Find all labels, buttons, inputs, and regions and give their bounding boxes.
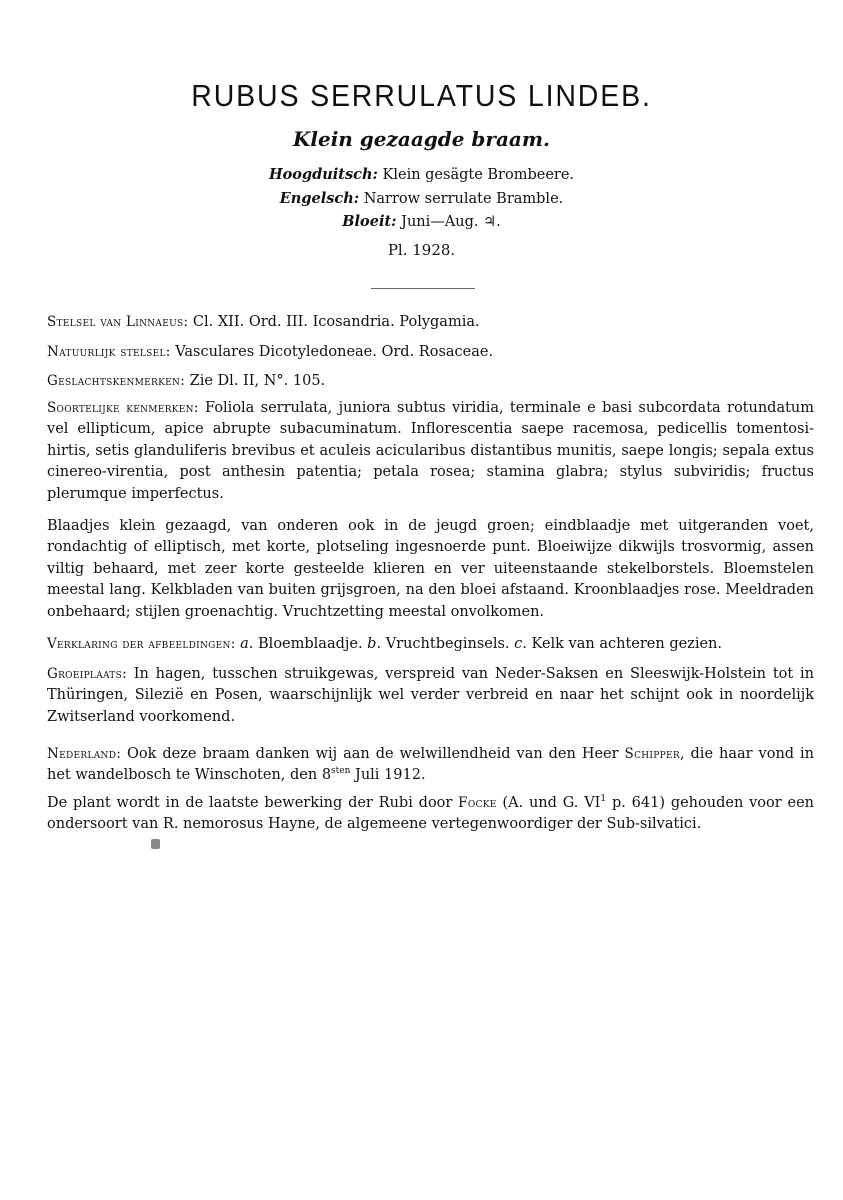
genus-text: Zie Dl. II, N°. 105. [189,373,326,389]
ink-spot [151,839,160,849]
dutch-name: Klein gezaagde braam. [292,127,550,151]
flowering-period: Juni—Aug. ♃. [401,214,501,230]
habitat [47,664,814,728]
german-label: Hoogduitsch: [268,166,378,183]
species-text: Foliola serrulata, juniora subtus viridia, terminale e basi subcordata rotundatum vel ellipticum, apice abrupte subacuminatum. Inflorescentia saepe racemosa, pedicellis tomentosi-hirtis, setis glanduliferis brevibus et aculeis acicularibus distantibus munitis, saepe longis; sepala extus cinereo-virentia, post anthesin patentia; petala rosea; stamina glabra; stylus subviridis; fructus plerumque imperfectus. [47,400,815,502]
habitat-text: In hagen, tusschen struikgewas, verspreid van Neder-Saksen en Sleeswijk-Holstein tot in Thüringen, Silezië en Posen, waarschijnlijk wel verder verbreid en naar het schijnt ook in noordelijk Zwitserland voorkomend. [47,666,814,725]
figures-label: Verklaring der afbeeldingen: [47,636,236,652]
netherlands-text-after: , die haar vond in het wandelbosch te Winschoten, den 8 [47,746,815,784]
german-name-line [0,166,843,183]
collector-name: Schipper [624,746,680,762]
netherlands-label: Nederland: [47,746,122,762]
figure-b-key: b. [367,636,382,652]
author-name: Focke [458,795,497,811]
netherlands-date: Juli 1912. [350,767,426,784]
closing-reference: (A. und G. VI [502,795,601,811]
linnaeus-label: Stelsel van Linnaeus: [47,314,189,330]
figure-b-text: Vruchtbeginsels. [385,636,510,652]
closing-text-after: p. 641) gehouden voor een ondersoort van R. nemorosus Hayne, de algemeene vertegenwoordiger der Sub-silvatici. [47,795,814,833]
figure-a-key: a. [240,636,254,652]
flowering-line [0,213,843,230]
flowering-label: Bloeit: [342,213,397,230]
linnaeus-system [47,312,814,333]
figure-a-text: Bloemblaadje. [258,636,363,652]
netherlands-text: Ook deze braam danken wij aan de welwillendheid van den Heer [127,746,619,762]
linnaeus-text: Cl. XII. Ord. III. Icosandria. Polygamia. [192,314,480,330]
species-characters [47,398,814,505]
figure-c-text: Kelk van achteren gezien. [531,636,722,652]
netherlands-note [47,744,814,787]
english-label: Engelsch: [279,190,360,207]
species-label: Soortelijke kenmerken: [47,400,199,416]
closing-note [47,793,814,836]
german-name: Klein gesägte Brombeere. [382,167,575,183]
english-name: Narrow serrulate Bramble. [363,191,564,207]
date-superscript: sten [331,766,351,777]
reference-superscript: 1 [600,794,607,805]
genus-characters [47,371,814,392]
natural-system [47,342,814,363]
closing-text-before: De plant wordt in de laatste bewerking der Rubi door [47,795,453,811]
plate-number: Pl. 1928. [387,241,456,259]
natural-text: Vasculares Dicotyledoneae. Ord. Rosaceae. [175,344,494,360]
dutch-description: Blaadjes klein gezaagd, van onderen ook in de jeugd groen; eindblaadje met uitgeranden voet, rondachtig of elliptisch, met korte, plotseling ingesnoerde punt. Bloeiwijze dikwijls trosvormig, assen viltig behaard, met zeer korte gesteelde klieren en ver uiteenstaande stekelborstels. Bloemstelen meestal lang. Kelkbladen van buiten grijsgroen, na den bloei afstaand. Kroonblaadjes rose. Meeldraden onbehaard; stijlen groenachtig. Vruchtzetting meestal onvolkomen. [47,518,814,620]
divider [371,288,475,289]
genus-label: Geslachtskenmerken: [47,373,186,389]
figure-c-key: c. [514,636,527,652]
page-title: RUBUS SERRULATUS LINDEB. [191,78,652,113]
habitat-label: Groeiplaats: [47,666,127,682]
natural-label: Natuurlijk stelsel: [47,344,171,360]
figure-explanation [47,634,814,655]
english-name-line [0,190,843,207]
